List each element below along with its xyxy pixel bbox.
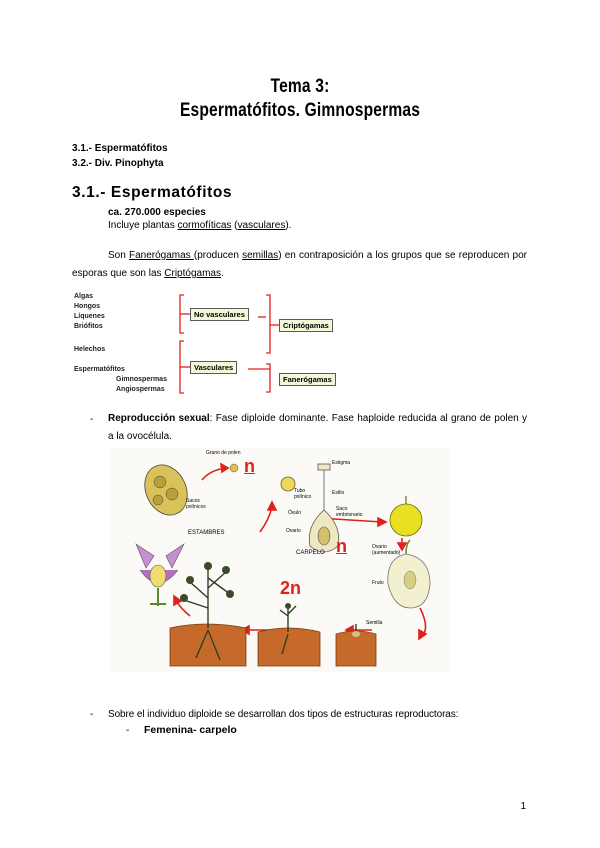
para-end: .	[220, 268, 224, 279]
box-fanerogamas: Fanerógamas	[279, 373, 336, 386]
label-carpelo: CARPELO	[296, 550, 325, 556]
box-vasculares: Vasculares	[190, 361, 237, 374]
fanerogamas-paragraph	[72, 247, 527, 283]
box-no-vasculares: No vasculares	[190, 308, 249, 321]
toc-item-1[interactable]: 3.1.- Espermatófitos	[72, 143, 168, 154]
ploidy-n-carpel: n	[336, 536, 347, 556]
para-mid2: ) en contraposición a los grupos que se reproducen por esporas que son las	[72, 250, 528, 279]
femenina-carpelo: Femenina- carpelo	[144, 724, 237, 736]
page-number: 1	[520, 801, 526, 812]
bullet-dash-2: -	[90, 709, 94, 720]
label-estigma: Estigma	[332, 460, 351, 466]
repro-text: : Fase diploide dominante. Fase haploide reducida al grano de polen y a la ovocélula.	[108, 413, 528, 442]
label-tubo-polinico: Tubo polínico	[294, 488, 312, 500]
bullet-dash-3: -	[126, 725, 130, 736]
label-saco-embrionario: Saco embrionario	[336, 506, 363, 518]
label-semilla: Semilla	[366, 620, 383, 626]
box-criptogamas: Criptógamas	[279, 319, 333, 332]
page-title-line2: Espermatófitos. Gimnospermas	[179, 100, 421, 121]
includes-mid: (	[231, 220, 238, 231]
label-liquenes: Líquenes	[74, 313, 105, 320]
repro-label: Reproducción sexual	[108, 413, 210, 424]
includes-line	[108, 220, 291, 231]
toc-item-2[interactable]: 3.2.- Div. Pinophyta	[72, 158, 164, 169]
label-ovario-aumentado: Ovario (aumentado)	[372, 544, 401, 556]
label-gimnospermas: Gimnospermas	[116, 376, 167, 383]
label-estambres: ESTAMBRES	[188, 530, 225, 536]
label-briofitos: Briófitos	[74, 323, 103, 330]
structures-text: Sobre el individuo diploide se desarrollan dos tipos de estructuras reproductoras:	[108, 709, 459, 720]
bullet-dash-1: -	[90, 414, 94, 425]
label-ovulo: Óvulo	[288, 510, 302, 516]
label-algas: Algas	[74, 293, 94, 300]
label-hongos: Hongos	[74, 303, 101, 310]
label-sacos-polinicos: Sacos polínicos	[186, 498, 206, 510]
para-indent: Son	[108, 250, 129, 261]
link-semillas: semillas	[242, 250, 279, 261]
ploidy-2n: 2n	[280, 578, 302, 598]
label-ovario: Ovario	[286, 528, 301, 534]
label-fruto: Fruto	[372, 580, 384, 586]
includes-suffix: ).	[285, 220, 292, 231]
label-estilo: Estilo	[332, 490, 345, 496]
includes-prefix: Incluye plantas	[108, 220, 178, 231]
link-criptogamas: Criptógamas	[164, 268, 221, 279]
label-angiospermas: Angiospermas	[116, 386, 165, 393]
link-cormofiticas: cormofíticas	[177, 220, 232, 231]
label-helechos: Helechos	[74, 346, 106, 353]
para-mid1: (producen	[193, 250, 243, 261]
species-count: ca. 270.000 especies	[108, 207, 206, 218]
life-cycle-illustration	[110, 448, 450, 672]
page-title-line1: Tema 3:	[270, 76, 330, 97]
link-vasculares: vasculares	[237, 220, 286, 231]
classification-diagram	[72, 291, 350, 395]
life-cycle-drawing	[110, 448, 450, 672]
link-fanerogamas: Fanerógamas	[128, 250, 194, 261]
ploidy-n-pollen: n	[244, 456, 255, 476]
label-grano-polen: Grano de polen	[206, 450, 241, 456]
section-heading: 3.1.- Espermatófitos	[72, 184, 233, 201]
repro-paragraph	[108, 410, 527, 446]
label-espermatofitos: Espermatófitos	[74, 366, 125, 373]
